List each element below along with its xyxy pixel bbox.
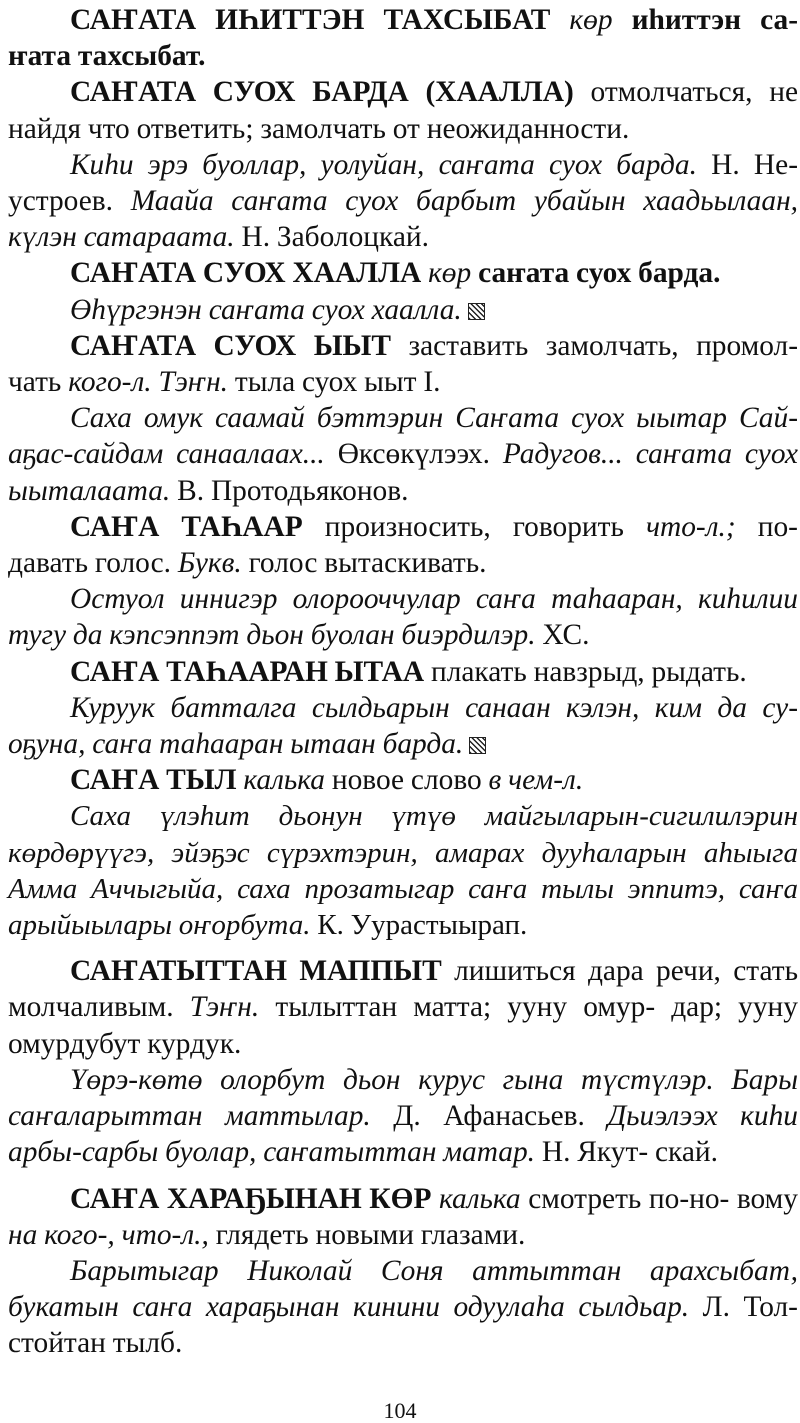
entry-paragraph — [8, 654, 798, 690]
entry-paragraph — [8, 762, 798, 798]
entry-paragraph — [8, 509, 798, 581]
example-text: Саха омук саамай бэттэрин Саҥата суох ыытар Сай- аҕас-сайдам санаалаах... — [8, 402, 798, 471]
entry-paragraph — [8, 255, 798, 291]
headword: САҤА ТЫЛ — [70, 764, 237, 797]
hatched-square-icon — [468, 303, 485, 320]
page-number: 104 — [383, 1398, 417, 1423]
definition: глядеть новыми глазами. — [215, 1218, 526, 1251]
entry-paragraph — [8, 1181, 798, 1253]
definition: отмолчаться, не найдя что ответить; замолчать от неожиданности. — [8, 76, 798, 145]
example-paragraph — [8, 400, 798, 509]
definition-object: что-л.; — [645, 510, 736, 543]
definition: новое слово — [331, 764, 482, 797]
example-source: Н. Не- устроев. — [8, 148, 798, 218]
definition: тылыттан матта; ууну омур- дар; ууну омурдубут курдук. — [8, 991, 798, 1060]
example-paragraph — [8, 581, 798, 653]
entry-paragraph — [8, 2, 798, 74]
example-paragraph — [8, 147, 798, 256]
entry-paragraph — [8, 328, 798, 400]
definition: произносить, говорить — [324, 510, 624, 543]
example-source: ХС. — [542, 619, 590, 652]
definition-object: в чем-л. — [488, 764, 584, 797]
definition: плакать навзрыд, рыдать. — [430, 655, 747, 688]
cross-reference-label: көр — [569, 4, 613, 36]
cross-reference-label: көр — [428, 257, 472, 290]
headword: САҤАТА СУОХ ХААЛЛА — [70, 257, 422, 290]
example-text: Радугов... саҥата суох ыыталаата. — [8, 438, 798, 507]
literal-label: Тэҥн. — [158, 366, 229, 399]
headword: САҤА ХАРАҔЫНАН КӨР — [70, 1182, 432, 1215]
headword: САҤА ТАҺААРАН ЫТАА — [70, 655, 425, 688]
headword: САҤАТЫТТАН МАППЫТ — [70, 955, 442, 988]
example-source: В. Протодьяконов. — [177, 474, 409, 507]
definition: тыла суох ыыт I. — [234, 366, 441, 399]
example-text: Дьиэлээх киһи арбы-сарбы буолар, саҥатыттан матар. — [8, 1100, 798, 1169]
example-source: Н. Заболоцкай. — [241, 221, 429, 254]
calque-label: калька — [243, 764, 325, 797]
example-text: Барытыгар Николай Соня аттыттан арахсыбат, букатын саҥа хараҕынан кинини одуулаһа сылдьар. — [8, 1254, 798, 1324]
literal-label: Букв. — [177, 547, 242, 580]
literal-translation: голос вытаскивать. — [248, 547, 487, 580]
example-text: Үөрэ-көтө олорбут дьон курус гына түстүлэр. Бары саҥаларыттан маттылар. — [8, 1063, 798, 1133]
example-source: Өксөкүлээх. — [337, 438, 490, 471]
example-paragraph — [8, 292, 798, 328]
example-text: Өһүргэнэн саҥата суох хаалла. — [70, 293, 462, 326]
literal-label: Тэҥн. — [189, 991, 260, 1024]
example-text: Саха үлэһит дьонун үтүө майгыларын-сигилилэрин көрдөрүүгэ, эйэҕэс сүрэхтэрин, амарах дууһаларын аһыыга Амма Аччыгыйа, саха прозатыгар саҥа тылы эппитэ, саҥа арыйыылары оҥорбута. — [8, 800, 798, 942]
example-paragraph — [8, 1062, 798, 1171]
example-paragraph — [8, 690, 798, 762]
headword: САҤАТА ИҺИТТЭН ТАХСЫБАТ — [70, 4, 551, 36]
definition: заставить замолчать, промол- чать — [8, 329, 798, 399]
cross-reference-target: саҥата суох барда. — [478, 257, 721, 290]
example-text: Остуол иннигэр олорооччулар саҥа таһааран, киһилии тугу да кэпсэппэт дьон буолан биэрдилэр. — [8, 583, 798, 652]
cross-reference-target: иһиттэн са- ҥата тахсыбат. — [8, 4, 798, 73]
hatched-square-icon — [469, 737, 486, 754]
headword: САҤАТА СУОХ БАРДА (ХААЛЛА) — [70, 76, 574, 109]
definition: смотреть по-но- вому — [528, 1182, 798, 1215]
example-source: Д. Афанасьев. — [393, 1100, 585, 1133]
example-text: Маайа саҥата суох барбыт убайын хаадьылаан, күлэн сатараата. — [8, 185, 798, 254]
calque-label: калька — [439, 1182, 521, 1215]
example-source: К. Уурастыырап. — [317, 909, 528, 942]
headword: САҤА ТАҺААР — [70, 510, 303, 543]
example-source: Н. Якут- скай. — [541, 1136, 718, 1169]
example-paragraph — [8, 798, 798, 943]
example-text: Киһи эрэ буоллар, уолуйан, саҥата суох барда. — [70, 148, 697, 181]
headword: САҤАТА СУОХ ЫЫТ — [70, 329, 392, 362]
entry-paragraph — [8, 953, 798, 1062]
example-source: Л. Тол- стойтан тылб. — [8, 1291, 798, 1360]
definition: по- давать голос. — [8, 510, 798, 580]
definition-object: кого-л. — [68, 366, 152, 399]
definition-object: на кого-, что-л., — [8, 1218, 209, 1251]
example-text: Куруук батталга сылдьарын санаан кэлэн, ким да су- оҕуна, саҥа таһааран ытаан барда. — [8, 691, 798, 761]
entry-paragraph — [8, 74, 798, 146]
definition: лишиться дара речи, стать молчаливым. — [8, 955, 798, 1024]
example-paragraph — [8, 1253, 798, 1362]
